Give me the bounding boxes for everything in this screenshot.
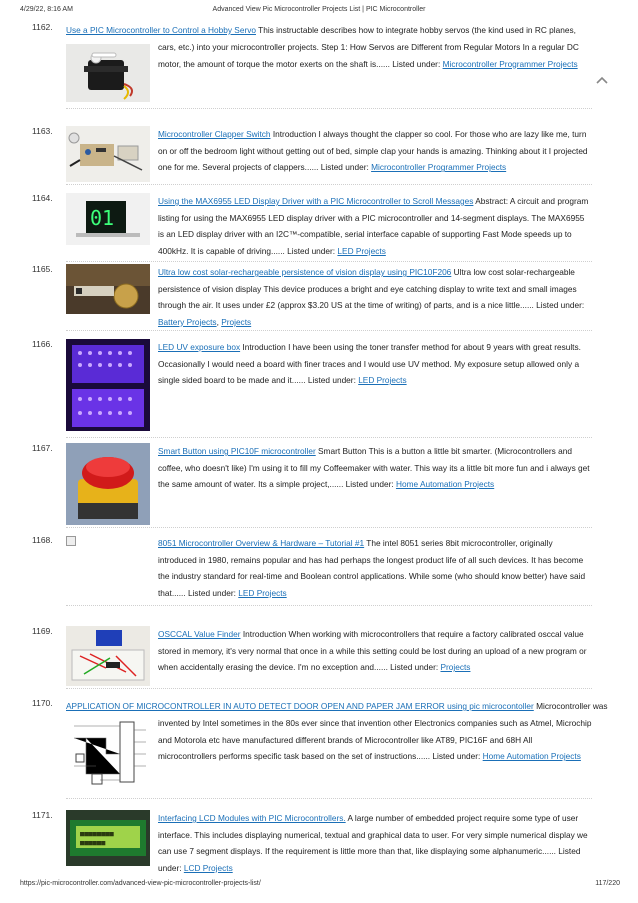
- print-datetime: 4/29/22, 8:16 AM: [20, 6, 73, 13]
- item-description: cars, etc.) into your microcontroller projects. Step 1: How Servos are Different from Regular Motors In a regular DC motor, the amount of torque the motor exerts on the shaft is...... Listed under: Microcontroller Programmer Projects: [158, 42, 579, 69]
- item-number: 1163.: [32, 126, 53, 136]
- led-display-photo: [66, 193, 150, 245]
- list-item: [32, 193, 592, 263]
- divider: [66, 184, 592, 185]
- pov-display-photo: [66, 264, 150, 314]
- schematic-diagram: [66, 714, 150, 794]
- lcd-module-photo: [66, 810, 150, 866]
- item-title-link[interactable]: APPLICATION OF MICROCONTROLLER IN AUTO DETECT DOOR OPEN AND PAPER JAM ERROR using pic microcontoller: [66, 701, 534, 711]
- print-title: Advanced View Pic Microcontroller Projects List | PIC Microcontroller: [212, 6, 426, 13]
- item-number: 1162.: [32, 22, 53, 32]
- item-description: Smart Button using PIC10F microcontroller Smart Button This is a button a little bit smarter. (Microcontrollers and coffee, who doesn't like) I'm using it to fill my Coffeemaker with water. This way its a little bit more fun and i always get the same amount of water. Its a simple project,...... Listed under: Home Automation Projects: [158, 446, 590, 490]
- list-item: [32, 535, 592, 611]
- clapper-board-photo: [66, 126, 150, 182]
- category-link[interactable]: LED Projects: [358, 375, 407, 386]
- item-number: 1166.: [32, 339, 53, 349]
- item-description: LED UV exposure box Introduction I have been using the toner transfer method for about 9 years with great results. Occasionally I would need a board with finer traces and I would use UV method. My exposure setup allowed only a single sided board to be made and it...... Listed under: LED Projects: [158, 342, 581, 386]
- category-link[interactable]: Microcontroller Programmer Projects: [371, 162, 507, 173]
- divider: [66, 261, 592, 262]
- svg-text:■■■■■■■■: ■■■■■■■■: [80, 830, 114, 838]
- print-url: https://pic-microcontroller.com/advanced-view-pic-microcontroller-projects-list/: [20, 880, 261, 887]
- svg-text:■■■■■■: ■■■■■■: [80, 839, 106, 847]
- list-item: [32, 810, 592, 873]
- print-page-number: 117/220: [595, 880, 620, 887]
- item-description: 8051 Microcontroller Overview & Hardware – Tutorial #1 The intel 8051 series 8bit microcontroller, originally introduced in 1980, remains popular and has had perhaps the longest product life of all such devices. It has become the industry standard for real-time and Boolean control applications. While some (who should know better) have said that...... Listed under: LED Projects: [158, 538, 586, 598]
- list-item: [32, 698, 608, 808]
- list-item: [32, 339, 592, 439]
- item-description-start: Microcontroller was: [536, 701, 608, 711]
- item-description-start: This instructable describes how to integrate hobby servos (the kind used in RC planes,: [258, 25, 576, 35]
- item-title-link[interactable]: Smart Button using PIC10F microcontroller: [158, 446, 316, 456]
- divider: [66, 527, 592, 528]
- divider: [66, 688, 592, 689]
- divider: [66, 798, 592, 799]
- item-title-link[interactable]: 8051 Microcontroller Overview & Hardware – Tutorial #1: [158, 538, 365, 548]
- item-description: Ultra low cost solar-rechargeable persistence of vision display using PIC10F206 Ultra low cost solar-rechargeable persistence of vision display This device produces a bright and eye catching display to write text and small images through the air. It uses under £2 (approx $3.20 US at the time of writing) of parts, and is a nice little...... Listed under: Battery Projects, Projects: [158, 267, 585, 327]
- item-description: Microcontroller Clapper Switch Introduction I always thought the clapper so cool. For those who are lazy like me, turn on or off the bedroom light without getting out of bed, simple clap your hands is amazing. Thinking about it I projected one for me. Several projects of clappers...... Listed under: Microcontroller Programmer Projects: [158, 129, 588, 173]
- item-title-link[interactable]: Use a PIC Microcontroller to Control a Hobby Servo: [66, 25, 256, 35]
- list-item: [32, 126, 592, 186]
- item-number: 1165.: [32, 264, 53, 274]
- list-item: [32, 22, 592, 112]
- category-link[interactable]: LED Projects: [238, 587, 287, 598]
- item-title-link[interactable]: Microcontroller Clapper Switch: [158, 129, 271, 139]
- item-description: Using the MAX6955 LED Display Driver with a PIC Microcontroller to Scroll Messages Abstract: A circuit and program listing for using the MAX6955 LED display driver with a PIC microcontroller and 14-segment displays. The MAX6955 is an LED display driver with an I2C™-compatible, serial interface capable of supporting Fast Mode speeds up to 400kHz. It is capable of driving...... Listed under: LED Projects: [158, 196, 589, 256]
- item-title-link[interactable]: Interfacing LCD Modules with PIC Microcontrollers.: [158, 813, 346, 823]
- item-number: 1171.: [32, 810, 53, 820]
- list-item: [32, 626, 592, 690]
- item-number: 1167.: [32, 443, 53, 453]
- divider: [66, 605, 592, 606]
- item-number: 1170.: [32, 698, 53, 708]
- scroll-to-top-icon[interactable]: [596, 72, 608, 82]
- item-description: Interfacing LCD Modules with PIC Microcontrollers. A large number of embedded project require some type of user interface. This includes displaying numerical, textual and graphical data to user. For very simple numerical display we can use 7 segment displays. If the requirement is little more than that, like displaying some alphanumeric...... Listed under: LCD Projects: [158, 813, 588, 873]
- category-link[interactable]: Home Automation Projects: [395, 479, 495, 490]
- item-first-line: [66, 698, 608, 715]
- divider: [66, 330, 592, 331]
- item-number: 1169.: [32, 626, 53, 636]
- category-link[interactable]: LED Projects: [337, 245, 386, 256]
- category-link[interactable]: Projects: [221, 316, 252, 327]
- item-title-link[interactable]: Using the MAX6955 LED Display Driver with a PIC Microcontroller to Scroll Messages: [158, 196, 474, 206]
- item-title-link[interactable]: OSCCAL Value Finder: [158, 629, 241, 639]
- item-first-line: [66, 22, 592, 39]
- uv-led-array-photo: [66, 339, 150, 431]
- category-link[interactable]: Projects: [440, 662, 471, 673]
- item-title-link[interactable]: LED UV exposure box: [158, 342, 241, 352]
- svg-text:01: 01: [90, 206, 115, 230]
- print-header: [0, 6, 638, 18]
- item-description: OSCCAL Value Finder Introduction When working with microcontrollers that require a factory calibrated osccal value stored in memory, it's very normal that once in a while this setting could be lost during an upload of a new program or when accidentally erasing the device. I'm no exception and...... Listed under: Projects: [158, 629, 587, 673]
- list-item: [32, 443, 592, 531]
- item-title-link[interactable]: Ultra low cost solar-rechargeable persistence of vision display using PIC10F206: [158, 267, 452, 277]
- category-link[interactable]: LCD Projects: [183, 862, 233, 873]
- category-link[interactable]: Home Automation Projects: [482, 751, 581, 762]
- broken-image-icon: [66, 536, 76, 546]
- divider: [66, 437, 592, 438]
- red-button-photo: [66, 443, 150, 525]
- item-number: 1164.: [32, 193, 53, 203]
- category-link[interactable]: Microcontroller Programmer Projects: [442, 58, 578, 69]
- hobby-servo-photo: [66, 44, 150, 102]
- category-link[interactable]: Battery Projects: [158, 316, 217, 327]
- list-item: [32, 264, 592, 334]
- breadboard-photo: [66, 626, 150, 686]
- item-number: 1168.: [32, 535, 53, 545]
- print-footer: [0, 880, 638, 892]
- divider: [66, 108, 592, 109]
- item-description: invented by Intel sometimes in the 80s ever since that invention other Electronics companies such as Atmel, Microchip and Motorola etc have manufactured different brands of Microcontroller like AT89, PIC16F and 68H All microcontrollers performs specific task based on the set of instructions...... Listed under: Home Automation Projects: [158, 718, 592, 762]
